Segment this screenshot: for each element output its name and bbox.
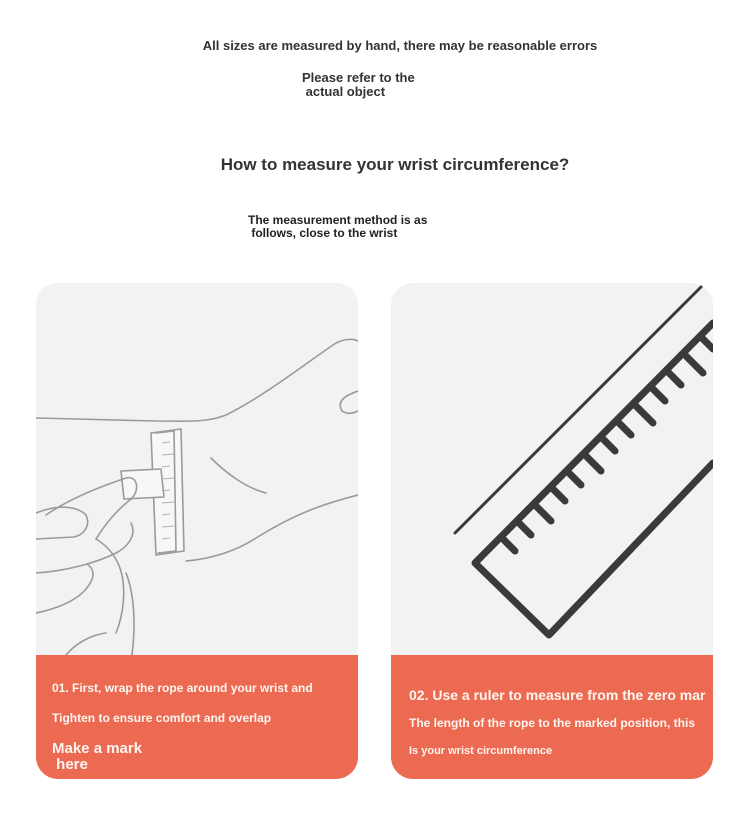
step1-line2: Tighten to ensure comfort and overlap — [52, 711, 272, 725]
method-description: The measurement method is as follows, close to the wrist — [248, 213, 428, 240]
page-heading: How to measure your wrist circumference? — [220, 155, 570, 174]
step1-line3: Make a mark here — [52, 740, 143, 773]
refer-object-note: Please refer to the actual object — [302, 70, 415, 99]
step1-line1: 01. First, wrap the rope around your wrist and — [52, 681, 313, 695]
step1-card — [36, 283, 358, 779]
step1-caption-panel — [36, 655, 358, 779]
wrist-wrap-illustration — [36, 283, 358, 655]
ruler-illustration — [391, 283, 713, 655]
step2-card — [391, 283, 713, 779]
step2-line1: 02. Use a ruler to measure from the zero mar — [409, 687, 706, 703]
size-disclaimer: All sizes are measured by hand, there may be reasonable errors — [202, 38, 598, 53]
step2-line2: The length of the rope to the marked position, this — [409, 716, 696, 730]
step2-line3: Is your wrist circumference — [409, 745, 553, 757]
step2-caption-panel — [391, 655, 713, 779]
